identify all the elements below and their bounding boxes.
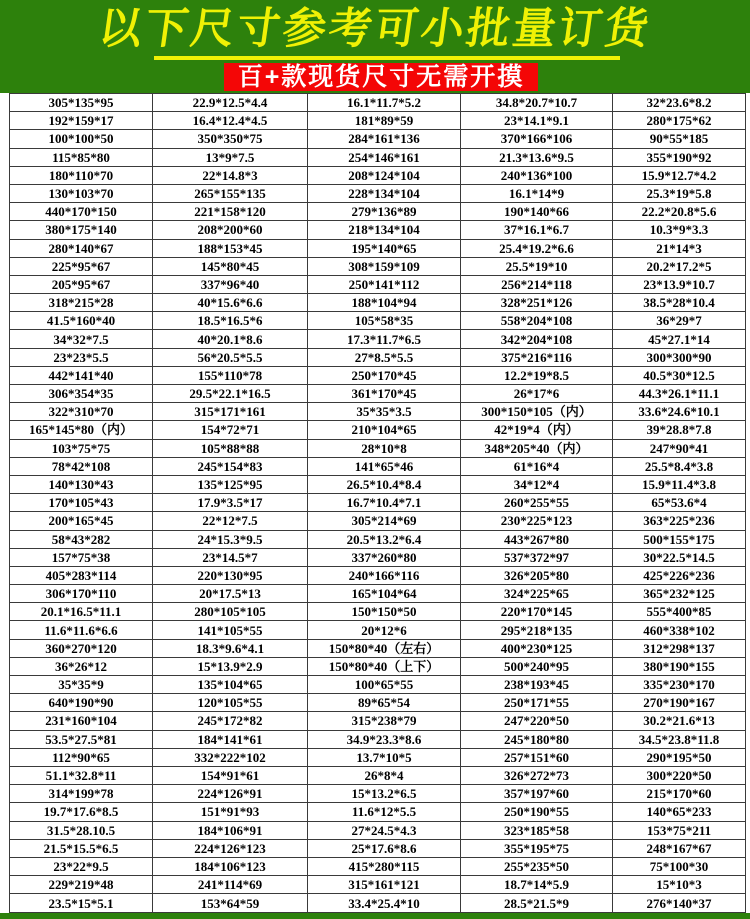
size-cell: 44.3*26.1*11.1 xyxy=(613,385,746,403)
size-cell: 38.5*28*10.4 xyxy=(613,294,746,312)
size-cell: 337*260*80 xyxy=(308,548,461,566)
size-cell: 442*141*40 xyxy=(10,366,153,384)
size-cell: 61*16*4 xyxy=(461,457,613,475)
size-cell: 357*197*60 xyxy=(461,785,613,803)
table-row xyxy=(10,239,746,257)
size-cell: 305*135*95 xyxy=(10,94,153,112)
size-cell: 192*159*17 xyxy=(10,112,153,130)
size-cell: 284*161*136 xyxy=(308,130,461,148)
size-cell: 224*126*123 xyxy=(153,839,308,857)
size-cell: 370*166*106 xyxy=(461,130,613,148)
size-cell: 135*104*65 xyxy=(153,676,308,694)
size-cell: 184*141*61 xyxy=(153,730,308,748)
size-cell: 20*17.5*13 xyxy=(153,585,308,603)
size-cell: 154*72*71 xyxy=(153,421,308,439)
size-cell: 35*35*3.5 xyxy=(308,403,461,421)
size-cell: 30*22.5*14.5 xyxy=(613,548,746,566)
size-cell: 65*53.6*4 xyxy=(613,494,746,512)
size-cell: 150*150*50 xyxy=(308,603,461,621)
size-cell: 220*170*145 xyxy=(461,603,613,621)
table-row xyxy=(10,457,746,475)
size-table-body xyxy=(10,94,746,913)
size-cell: 58*43*282 xyxy=(10,530,153,548)
size-cell: 15*13.9*2.9 xyxy=(153,657,308,675)
size-cell: 250*190*55 xyxy=(461,803,613,821)
size-cell: 36*26*12 xyxy=(10,657,153,675)
table-row xyxy=(10,385,746,403)
size-cell: 141*105*55 xyxy=(153,621,308,639)
size-cell: 323*185*58 xyxy=(461,821,613,839)
size-cell: 260*255*55 xyxy=(461,494,613,512)
size-cell: 103*75*75 xyxy=(10,439,153,457)
table-row xyxy=(10,330,746,348)
size-cell: 245*154*83 xyxy=(153,457,308,475)
table-row xyxy=(10,403,746,421)
size-cell: 100*65*55 xyxy=(308,676,461,694)
page-title: 以下尺寸参考可小批量订货 xyxy=(95,5,655,53)
size-cell: 188*104*94 xyxy=(308,294,461,312)
size-cell: 205*95*67 xyxy=(10,275,153,293)
size-cell: 25.5*8.4*3.8 xyxy=(613,457,746,475)
size-cell: 23*14.1*9.1 xyxy=(461,112,613,130)
size-cell: 360*270*120 xyxy=(10,639,153,657)
size-cell: 51.1*32.8*11 xyxy=(10,766,153,784)
size-cell: 29.5*22.1*16.5 xyxy=(153,385,308,403)
table-row xyxy=(10,676,746,694)
size-cell: 335*230*170 xyxy=(613,676,746,694)
size-cell: 20.2*17.2*5 xyxy=(613,257,746,275)
table-row xyxy=(10,475,746,493)
size-cell: 15*13.2*6.5 xyxy=(308,785,461,803)
size-cell: 270*190*167 xyxy=(613,694,746,712)
table-row xyxy=(10,184,746,202)
size-cell: 443*267*80 xyxy=(461,530,613,548)
size-cell: 240*166*116 xyxy=(308,566,461,584)
size-cell: 105*58*35 xyxy=(308,312,461,330)
size-cell: 42*19*4（内） xyxy=(461,421,613,439)
size-table xyxy=(9,93,746,913)
size-cell: 13*9*7.5 xyxy=(153,148,308,166)
size-cell: 308*159*109 xyxy=(308,257,461,275)
size-cell: 190*140*66 xyxy=(461,203,613,221)
size-cell: 218*134*104 xyxy=(308,221,461,239)
size-cell: 184*106*123 xyxy=(153,857,308,875)
size-cell: 200*165*45 xyxy=(10,512,153,530)
size-cell: 26*17*6 xyxy=(461,385,613,403)
size-cell: 53.5*27.5*81 xyxy=(10,730,153,748)
size-cell: 155*110*78 xyxy=(153,366,308,384)
size-cell: 365*232*125 xyxy=(613,585,746,603)
size-cell: 120*105*55 xyxy=(153,694,308,712)
table-row xyxy=(10,512,746,530)
size-cell: 20*12*6 xyxy=(308,621,461,639)
size-cell: 45*27.1*14 xyxy=(613,330,746,348)
size-cell: 157*75*38 xyxy=(10,548,153,566)
size-cell: 306*170*110 xyxy=(10,585,153,603)
size-cell: 17.9*3.5*17 xyxy=(153,494,308,512)
size-cell: 181*89*59 xyxy=(308,112,461,130)
size-cell: 15*10*3 xyxy=(613,876,746,894)
size-cell: 75*100*30 xyxy=(613,857,746,875)
size-cell: 500*240*95 xyxy=(461,657,613,675)
size-cell: 224*126*91 xyxy=(153,785,308,803)
size-cell: 380*190*155 xyxy=(613,657,746,675)
table-row xyxy=(10,712,746,730)
size-cell: 363*225*236 xyxy=(613,512,746,530)
size-cell: 27*24.5*4.3 xyxy=(308,821,461,839)
table-row xyxy=(10,130,746,148)
size-cell: 238*193*45 xyxy=(461,676,613,694)
size-cell: 165*145*80（内） xyxy=(10,421,153,439)
size-cell: 33.6*24.6*10.1 xyxy=(613,403,746,421)
size-cell: 228*134*104 xyxy=(308,184,461,202)
size-cell: 32*23.6*8.2 xyxy=(613,94,746,112)
table-row xyxy=(10,366,746,384)
size-cell: 324*225*65 xyxy=(461,585,613,603)
bottom-green-strip xyxy=(0,913,750,919)
table-row xyxy=(10,694,746,712)
size-cell: 254*146*161 xyxy=(308,148,461,166)
size-cell: 18.5*16.5*6 xyxy=(153,312,308,330)
size-cell: 21.3*13.6*9.5 xyxy=(461,148,613,166)
size-cell: 225*95*67 xyxy=(10,257,153,275)
size-cell: 337*96*40 xyxy=(153,275,308,293)
size-cell: 25.5*19*10 xyxy=(461,257,613,275)
table-row xyxy=(10,548,746,566)
size-table-wrap xyxy=(0,93,750,913)
size-cell: 170*105*43 xyxy=(10,494,153,512)
size-cell: 140*130*43 xyxy=(10,475,153,493)
size-cell: 265*155*135 xyxy=(153,184,308,202)
size-cell: 305*214*69 xyxy=(308,512,461,530)
size-cell: 56*20.5*5.5 xyxy=(153,348,308,366)
size-cell: 425*226*236 xyxy=(613,566,746,584)
table-row xyxy=(10,657,746,675)
size-cell: 78*42*108 xyxy=(10,457,153,475)
size-cell: 276*140*37 xyxy=(613,894,746,913)
size-cell: 28.5*21.5*9 xyxy=(461,894,613,913)
size-cell: 23*13.9*10.7 xyxy=(613,275,746,293)
size-cell: 318*215*28 xyxy=(10,294,153,312)
size-cell: 355*190*92 xyxy=(613,148,746,166)
size-cell: 20.1*16.5*11.1 xyxy=(10,603,153,621)
size-cell: 231*160*104 xyxy=(10,712,153,730)
size-cell: 89*65*54 xyxy=(308,694,461,712)
size-cell: 41.5*160*40 xyxy=(10,312,153,330)
size-cell: 100*100*50 xyxy=(10,130,153,148)
size-cell: 555*400*85 xyxy=(613,603,746,621)
size-cell: 300*220*50 xyxy=(613,766,746,784)
size-cell: 105*88*88 xyxy=(153,439,308,457)
size-cell: 210*104*65 xyxy=(308,421,461,439)
size-cell: 19.7*17.6*8.5 xyxy=(10,803,153,821)
size-cell: 195*140*65 xyxy=(308,239,461,257)
size-cell: 375*216*116 xyxy=(461,348,613,366)
size-cell: 257*151*60 xyxy=(461,748,613,766)
table-row xyxy=(10,894,746,913)
size-cell: 220*130*95 xyxy=(153,566,308,584)
size-cell: 25.4*19.2*6.6 xyxy=(461,239,613,257)
size-cell: 36*29*7 xyxy=(613,312,746,330)
table-row xyxy=(10,203,746,221)
size-cell: 135*125*95 xyxy=(153,475,308,493)
size-cell: 11.6*11.6*6.6 xyxy=(10,621,153,639)
size-cell: 24*15.3*9.5 xyxy=(153,530,308,548)
size-cell: 300*300*90 xyxy=(613,348,746,366)
size-cell: 241*114*69 xyxy=(153,876,308,894)
table-row xyxy=(10,857,746,875)
size-cell: 280*105*105 xyxy=(153,603,308,621)
size-cell: 21.5*15.5*6.5 xyxy=(10,839,153,857)
size-cell: 17.3*11.7*6.5 xyxy=(308,330,461,348)
size-cell: 165*104*64 xyxy=(308,585,461,603)
size-cell: 230*225*123 xyxy=(461,512,613,530)
size-cell: 33.4*25.4*10 xyxy=(308,894,461,913)
size-cell: 295*218*135 xyxy=(461,621,613,639)
size-cell: 23*22*9.5 xyxy=(10,857,153,875)
size-cell: 315*238*79 xyxy=(308,712,461,730)
table-row xyxy=(10,275,746,293)
size-cell: 141*65*46 xyxy=(308,457,461,475)
size-cell: 247*220*50 xyxy=(461,712,613,730)
size-cell: 440*170*150 xyxy=(10,203,153,221)
size-cell: 15.9*12.7*4.2 xyxy=(613,166,746,184)
size-cell: 326*205*80 xyxy=(461,566,613,584)
size-cell: 10.3*9*3.3 xyxy=(613,221,746,239)
table-row xyxy=(10,876,746,894)
size-cell: 34.5*23.8*11.8 xyxy=(613,730,746,748)
size-cell: 460*338*102 xyxy=(613,621,746,639)
table-row xyxy=(10,730,746,748)
size-cell: 248*167*67 xyxy=(613,839,746,857)
size-cell: 279*136*89 xyxy=(308,203,461,221)
size-cell: 15.9*11.4*3.8 xyxy=(613,475,746,493)
title-underline xyxy=(154,56,620,60)
size-cell: 240*136*100 xyxy=(461,166,613,184)
size-cell: 16.7*10.4*7.1 xyxy=(308,494,461,512)
size-cell: 245*180*80 xyxy=(461,730,613,748)
size-cell: 315*161*121 xyxy=(308,876,461,894)
size-cell: 34.8*20.7*10.7 xyxy=(461,94,613,112)
size-cell: 16.1*11.7*5.2 xyxy=(308,94,461,112)
size-cell: 115*85*80 xyxy=(10,148,153,166)
stock-banner: 百+款现货尺寸无需开摸 xyxy=(224,63,539,91)
size-cell: 188*153*45 xyxy=(153,239,308,257)
size-cell: 26.5*10.4*8.4 xyxy=(308,475,461,493)
size-cell: 151*91*93 xyxy=(153,803,308,821)
size-cell: 34*32*7.5 xyxy=(10,330,153,348)
size-cell: 35*35*9 xyxy=(10,676,153,694)
table-row xyxy=(10,839,746,857)
table-row xyxy=(10,494,746,512)
size-cell: 21*14*3 xyxy=(613,239,746,257)
table-row xyxy=(10,148,746,166)
size-cell: 34*12*4 xyxy=(461,475,613,493)
size-cell: 27*8.5*5.5 xyxy=(308,348,461,366)
size-cell: 16.4*12.4*4.5 xyxy=(153,112,308,130)
table-row xyxy=(10,348,746,366)
size-cell: 342*204*108 xyxy=(461,330,613,348)
size-cell: 322*310*70 xyxy=(10,403,153,421)
table-row xyxy=(10,166,746,184)
size-cell: 306*354*35 xyxy=(10,385,153,403)
size-cell: 22.2*20.8*5.6 xyxy=(613,203,746,221)
size-cell: 26*8*4 xyxy=(308,766,461,784)
table-row xyxy=(10,566,746,584)
table-row xyxy=(10,621,746,639)
size-cell: 250*171*55 xyxy=(461,694,613,712)
size-cell: 400*230*125 xyxy=(461,639,613,657)
table-row xyxy=(10,585,746,603)
size-cell: 18.7*14*5.9 xyxy=(461,876,613,894)
size-cell: 12.2*19*8.5 xyxy=(461,366,613,384)
size-cell: 326*272*73 xyxy=(461,766,613,784)
table-row xyxy=(10,530,746,548)
size-cell: 90*55*185 xyxy=(613,130,746,148)
size-cell: 250*141*112 xyxy=(308,275,461,293)
size-cell: 355*195*75 xyxy=(461,839,613,857)
size-cell: 20.5*13.2*6.4 xyxy=(308,530,461,548)
size-cell: 405*283*114 xyxy=(10,566,153,584)
header xyxy=(0,0,750,93)
size-cell: 28*10*8 xyxy=(308,439,461,457)
size-cell: 300*150*105（内） xyxy=(461,403,613,421)
size-cell: 40*15.6*6.6 xyxy=(153,294,308,312)
size-cell: 40.5*30*12.5 xyxy=(613,366,746,384)
size-cell: 184*106*91 xyxy=(153,821,308,839)
size-cell: 221*158*120 xyxy=(153,203,308,221)
table-row xyxy=(10,766,746,784)
size-cell: 350*350*75 xyxy=(153,130,308,148)
size-cell: 290*195*50 xyxy=(613,748,746,766)
size-cell: 30.2*21.6*13 xyxy=(613,712,746,730)
table-row xyxy=(10,94,746,112)
size-cell: 31.5*28.10.5 xyxy=(10,821,153,839)
size-cell: 22*14.8*3 xyxy=(153,166,308,184)
table-row xyxy=(10,603,746,621)
size-cell: 153*75*211 xyxy=(613,821,746,839)
size-cell: 415*280*115 xyxy=(308,857,461,875)
table-row xyxy=(10,257,746,275)
size-cell: 558*204*108 xyxy=(461,312,613,330)
size-cell: 25*17.6*8.6 xyxy=(308,839,461,857)
size-cell: 112*90*65 xyxy=(10,748,153,766)
table-row xyxy=(10,439,746,457)
size-cell: 39*28.8*7.8 xyxy=(613,421,746,439)
size-cell: 13.7*10*5 xyxy=(308,748,461,766)
size-cell: 40*20.1*8.6 xyxy=(153,330,308,348)
size-cell: 22*12*7.5 xyxy=(153,512,308,530)
size-cell: 215*170*60 xyxy=(613,785,746,803)
size-cell: 537*372*97 xyxy=(461,548,613,566)
table-row xyxy=(10,294,746,312)
size-cell: 280*175*62 xyxy=(613,112,746,130)
size-cell: 361*170*45 xyxy=(308,385,461,403)
size-cell: 23*23*5.5 xyxy=(10,348,153,366)
size-cell: 140*65*233 xyxy=(613,803,746,821)
size-cell: 130*103*70 xyxy=(10,184,153,202)
size-cell: 315*171*161 xyxy=(153,403,308,421)
table-row xyxy=(10,312,746,330)
size-cell: 153*64*59 xyxy=(153,894,308,913)
size-cell: 150*80*40（上下） xyxy=(308,657,461,675)
table-row xyxy=(10,112,746,130)
size-cell: 328*251*126 xyxy=(461,294,613,312)
size-cell: 11.6*12*5.5 xyxy=(308,803,461,821)
size-cell: 208*124*104 xyxy=(308,166,461,184)
size-cell: 256*214*118 xyxy=(461,275,613,293)
table-row xyxy=(10,821,746,839)
size-cell: 23.5*15*5.1 xyxy=(10,894,153,913)
table-row xyxy=(10,639,746,657)
size-cell: 23*14.5*7 xyxy=(153,548,308,566)
table-row xyxy=(10,421,746,439)
table-row xyxy=(10,221,746,239)
size-cell: 180*110*70 xyxy=(10,166,153,184)
size-cell: 332*222*102 xyxy=(153,748,308,766)
table-row xyxy=(10,785,746,803)
size-cell: 245*172*82 xyxy=(153,712,308,730)
size-cell: 34.9*23.3*8.6 xyxy=(308,730,461,748)
size-cell: 16.1*14*9 xyxy=(461,184,613,202)
size-cell: 25.3*19*5.8 xyxy=(613,184,746,202)
size-cell: 280*140*67 xyxy=(10,239,153,257)
size-cell: 640*190*90 xyxy=(10,694,153,712)
size-cell: 154*91*61 xyxy=(153,766,308,784)
size-cell: 314*199*78 xyxy=(10,785,153,803)
size-cell: 229*219*48 xyxy=(10,876,153,894)
size-cell: 247*90*41 xyxy=(613,439,746,457)
table-row xyxy=(10,748,746,766)
size-cell: 150*80*40（左右） xyxy=(308,639,461,657)
size-cell: 348*205*40（内） xyxy=(461,439,613,457)
size-cell: 255*235*50 xyxy=(461,857,613,875)
size-cell: 22.9*12.5*4.4 xyxy=(153,94,308,112)
size-cell: 208*200*60 xyxy=(153,221,308,239)
size-cell: 37*16.1*6.7 xyxy=(461,221,613,239)
size-cell: 250*170*45 xyxy=(308,366,461,384)
size-cell: 312*298*137 xyxy=(613,639,746,657)
size-cell: 500*155*175 xyxy=(613,530,746,548)
size-cell: 145*80*45 xyxy=(153,257,308,275)
size-cell: 18.3*9.6*4.1 xyxy=(153,639,308,657)
size-cell: 380*175*140 xyxy=(10,221,153,239)
table-row xyxy=(10,803,746,821)
